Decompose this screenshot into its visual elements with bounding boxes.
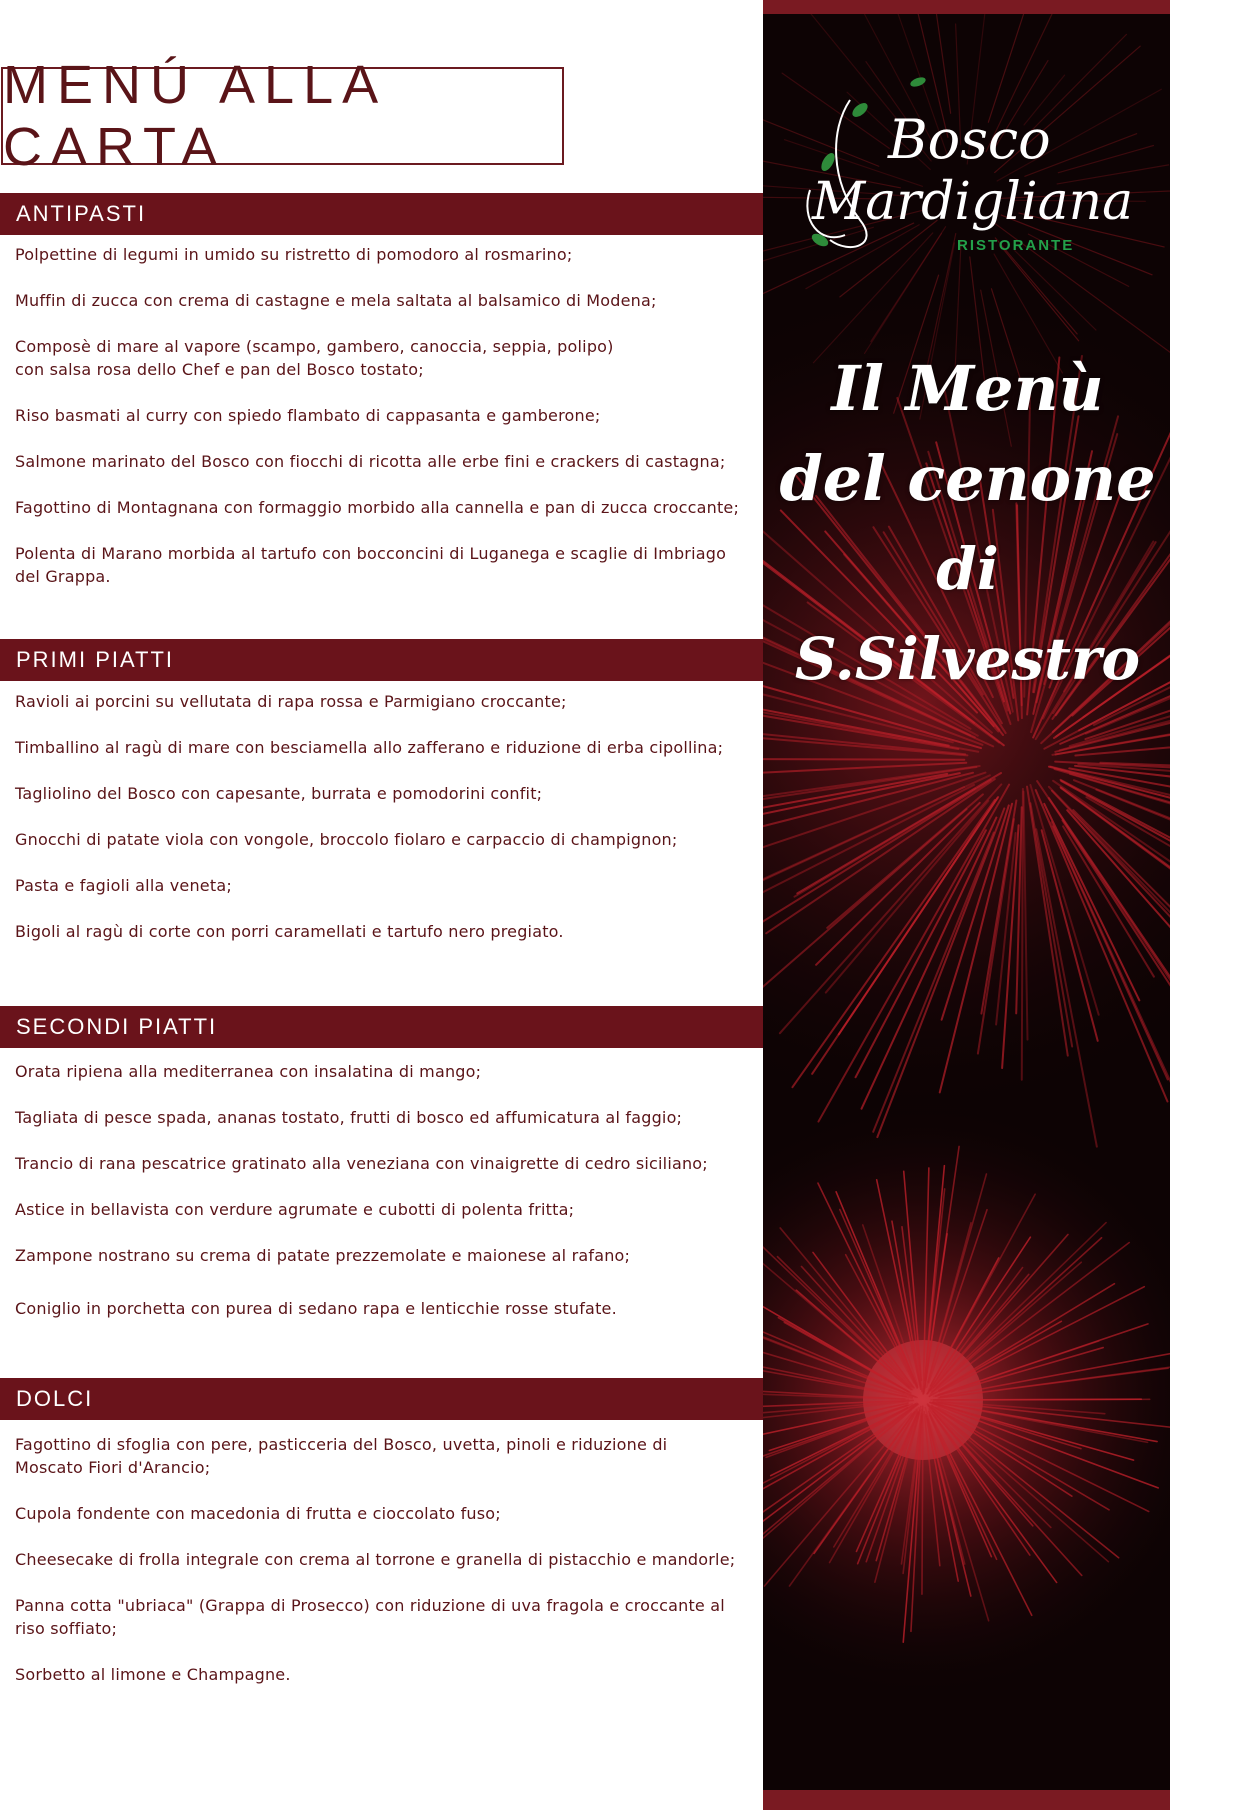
menu-item-continued: Moscato Fiori d'Arancio; <box>15 1458 211 1477</box>
menu-item: Bigoli al ragù di corte con porri caramellati e tartufo nero pregiato. <box>15 922 564 941</box>
menu-item-continued: riso soffiato; <box>15 1619 118 1638</box>
firework-ray <box>763 759 964 760</box>
menu-item: Gnocchi di patate viola con vongole, broccolo fiolaro e carpaccio di champignon; <box>15 830 678 849</box>
fireworks-illustration <box>763 0 1170 1810</box>
menu-item: Zampone nostrano su crema di patate prezzemolate e maionese al rafano; <box>15 1246 631 1265</box>
menu-item: Coniglio in porchetta con purea di sedano rapa e lenticchie rosse stufate. <box>15 1299 617 1318</box>
firework-ray <box>922 1414 923 1594</box>
section-header-antipasti <box>0 193 763 235</box>
menu-item-continued: del Grappa. <box>15 567 111 586</box>
menu-title-box <box>1 55 564 177</box>
menu-item: Trancio di rana pescatrice gratinato alla veneziana con vinaigrette di cedro siciliano; <box>15 1154 708 1173</box>
headline-line3: di S.Silvestro <box>794 535 1141 693</box>
menu-item: Tagliata di pesce spada, ananas tostato, frutti di bosco ed affumicatura al faggio; <box>15 1108 683 1127</box>
menu-item: Panna cotta "ubriaca" (Grappa di Prosecco) con riduzione di uva fragola e croccante al <box>15 1596 725 1615</box>
menu-title: MENÚ ALLA CARTA <box>3 55 385 177</box>
section-header-primi <box>0 639 763 681</box>
right-margin <box>1170 0 1234 1810</box>
logo-name-line2: Mardigliana <box>812 172 1134 232</box>
logo-name-line1: Bosco <box>888 108 1051 171</box>
section-label: PRIMI PIATTI <box>16 647 175 672</box>
firework-ray <box>934 1399 1142 1400</box>
menu-item: Orata ripiena alla mediterranea con insalatina di mango; <box>15 1062 482 1081</box>
menu-item: Cupola fondente con macedonia di frutta e cioccolato fuso; <box>15 1504 501 1523</box>
section-label: ANTIPASTI <box>16 201 147 226</box>
menu-item: Sorbetto al limone e Champagne. <box>15 1665 291 1684</box>
section-label: DOLCI <box>16 1386 94 1411</box>
menu-item-continued: con salsa rosa dello Chef e pan del Bosco tostato; <box>15 360 424 379</box>
menu-item: Salmone marinato del Bosco con fiocchi di ricotta alle erbe fini e crackers di castagna; <box>15 452 726 471</box>
menu-item: Fagottino di sfoglia con pere, pasticceria del Bosco, uvetta, pinoli e riduzione di <box>15 1435 668 1454</box>
menu-item: Riso basmati al curry con spiedo flambato di cappasanta e gamberone; <box>15 406 601 425</box>
menu-item: Muffin di zucca con crema di castagne e mela saltata al balsamico di Modena; <box>15 291 657 310</box>
section-header-dolci <box>0 1378 763 1420</box>
headline-line1: Il Menù <box>831 352 1104 425</box>
menu-item: Tagliolino del Bosco con capesante, burrata e pomodorini confit; <box>15 784 543 803</box>
menu-item: Ravioli ai porcini su vellutata di rapa rossa e Parmigiano croccante; <box>15 692 567 711</box>
menu-item: Pasta e fagioli alla veneta; <box>15 876 232 895</box>
menu-item: Timballino al ragù di mare con besciamella allo zafferano e riduzione di erba cipollina; <box>15 738 724 757</box>
menu-item: Polenta di Marano morbida al tartufo con bocconcini di Luganega e scaglie di Imbriago <box>15 544 727 563</box>
menu-item: Polpettine di legumi in umido su ristretto di pomodoro al rosmarino; <box>15 245 573 264</box>
menu-item: Cheesecake di frolla integrale con crema al torrone e granella di pistacchio e mandorle; <box>15 1550 736 1569</box>
menu-item: Fagottino di Montagnana con formaggio morbido alla cannella e pan di zucca croccante; <box>15 498 740 517</box>
headline-line2: del cenone <box>779 442 1156 515</box>
logo-subtitle: RISTORANTE <box>957 237 1075 254</box>
fireworks-panel <box>763 0 1170 1810</box>
menu-item: Astice in bellavista con verdure agrumate e cubotti di polenta fritta; <box>15 1200 575 1219</box>
menu-item: Composè di mare al vapore (scampo, gambero, canoccia, seppia, polipo) <box>15 337 614 356</box>
section-header-secondi <box>0 1006 763 1048</box>
section-label: SECONDI PIATTI <box>16 1014 218 1039</box>
